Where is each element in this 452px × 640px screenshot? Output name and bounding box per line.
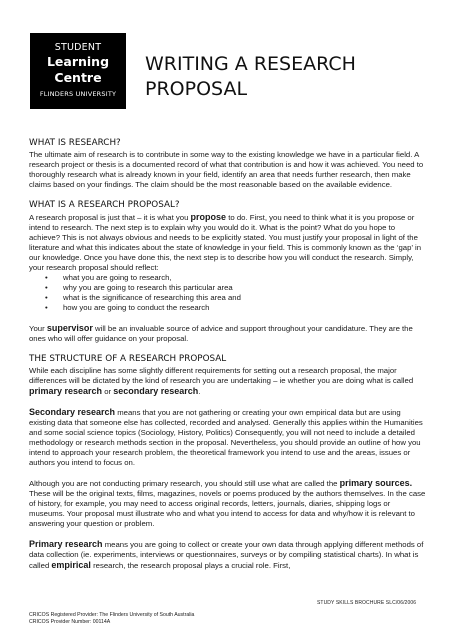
logo-line-learning: Learning: [46, 54, 110, 69]
paragraph-structure-intro: [29, 366, 427, 397]
heading-what-is-research: WHAT IS RESEARCH?: [29, 138, 121, 148]
bold-supervisor: supervisor: [46, 323, 93, 333]
logo-line-student: STUDENT: [54, 42, 102, 53]
student-learning-centre-logo: [30, 33, 126, 109]
paragraph-what-is-research: The ultimate aim of research is to contribute in some way to the existing knowledge we have in a particular field. A research project or thesis is a documented record of what that contribution is and how it was achieved. You need to thoroughly research what is already known in your field, identify an area that needs further research, then make claims based on your findings. The claim should be the most reasonable based on the available evidence.: [29, 150, 424, 189]
document-body: [29, 138, 427, 571]
paragraph-supervisor: [29, 323, 427, 344]
logo-line-centre: Centre: [54, 70, 102, 85]
proposal-bullet-list: [29, 273, 427, 313]
footer-brochure-code: STUDY SKILLS BROCHURE SLC/06/2006: [317, 600, 417, 606]
text-span: A research proposal is just that – it is what you: [29, 213, 191, 222]
section-what-is-research: [29, 138, 427, 190]
bold-secondary-research: secondary research: [113, 386, 199, 396]
bold-primary-sources: primary sources.: [339, 478, 413, 488]
page-title: WRITING A RESEARCH PROPOSAL: [145, 53, 356, 100]
text-span: research, the research proposal plays a crucial role. First,: [90, 561, 291, 570]
bold-empirical: empirical: [51, 560, 91, 570]
text-span: or: [102, 387, 114, 396]
footer-cricos-line: CRICOS Registered Provider: The Flinders University of South Australia: [29, 612, 195, 618]
section-what-is-proposal: [29, 200, 427, 344]
text-span: Your: [29, 324, 47, 333]
text-span: to do. First, you need to think what it is you propose or intend to research. The next step is to explain why you would do it. What is the point? What do you hope to achieve? This is not always obvious and needs to be explicitly stated. You must justify your proposal in light of the literature and what this indicates about the state of knowledge in your field. This is commonly known as the ‘gap’ in our knowledge. Once you have done this, the next step is to describe how you will conduct the research. Simply, your research proposal should reflect:: [29, 213, 422, 272]
logo-line-university: FLINDERS UNIVERSITY: [39, 90, 117, 98]
paragraph-secondary-research: [29, 407, 427, 468]
heading-structure: THE STRUCTURE OF A RESEARCH PROPOSAL: [29, 354, 227, 364]
section-structure: [29, 354, 427, 571]
text-span: While each discipline has some slightly different requirements for setting out a research proposal, the major differences will be dictated by the kind of research you are undertaking – ie whether you are doing what is called: [29, 366, 414, 385]
footer-cricos: [29, 612, 194, 626]
list-item: • what is the significance of researching this area and: [45, 293, 427, 303]
bold-secondary-research-lead: Secondary research: [29, 407, 116, 417]
list-item: • why you are going to research this particular area: [45, 283, 427, 293]
text-span: Although you are not conducting primary research, you should still use what are called the: [29, 479, 340, 488]
bold-primary-research: primary research: [29, 386, 103, 396]
heading-what-is-proposal: WHAT IS A RESEARCH PROPOSAL?: [29, 200, 180, 210]
text-span: These will be the original texts, films, magazines, novels or poems produced by the authors themselves. In the case of history, for example, you may need to access original records, letters, journals, diaries, shipping logs or museums. Your proposal must illustrate who and what you intend to access for data and why/how it is relevant to answering your question or problem.: [29, 489, 426, 528]
text-span: will be an invaluable source of advice and support throughout your candidature. They are the ones who will offer guidance on your proposal.: [29, 324, 413, 343]
paragraph-primary-sources: [29, 478, 427, 529]
text-span: means you are going to collect or create your own data through applying different methods of data collection (ie. experiments, interviews or questionnaires, surveys or by compiling statistical charts). In what is called: [29, 540, 424, 570]
paragraph-what-is-proposal: [29, 212, 427, 273]
footer-cricos-line: CRICOS Provider Number: 00114A: [29, 619, 111, 625]
bold-propose: propose: [190, 212, 227, 222]
list-item: • what you are going to research,: [45, 273, 427, 283]
bold-primary-research-lead: Primary research: [29, 539, 103, 549]
paragraph-primary-research: [29, 539, 427, 571]
text-span: .: [198, 387, 201, 396]
list-item: • how you are going to conduct the research: [45, 303, 427, 313]
text-span: means that you are not gathering or creating your own empirical data but are using existing data that someone else has collected, recorded and analysed. Generally this applies within the Humanities and some social science topics (Sociology, History, Politics) Consequently, you will not need to include a detailed methodology or research methods section in the proposal. Nevertheless, you should provide an outline of how you intend to approach your research problem, the theoretical framework you intend to use and the areas, issues or authors you intend to focus on.: [29, 408, 423, 467]
